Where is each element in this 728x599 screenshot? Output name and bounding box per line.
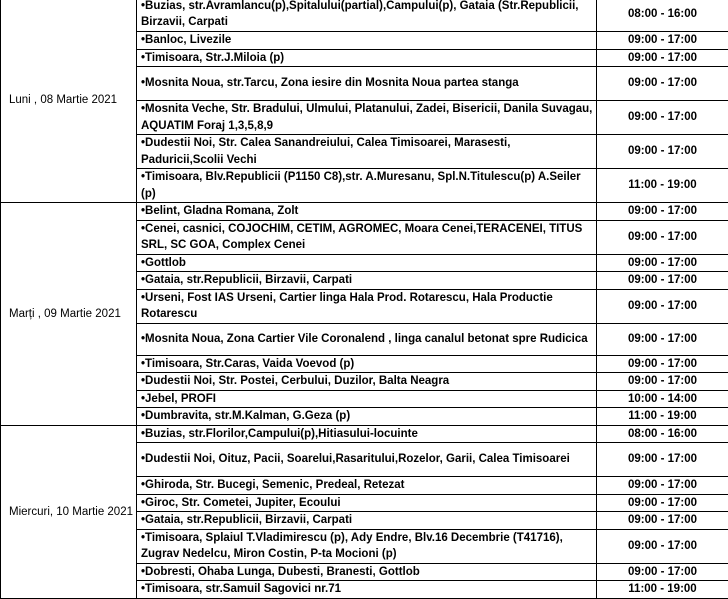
location-cell: •Timisoara, Str.J.Miloia (p) xyxy=(137,49,597,67)
day-cell: Miercuri, 10 Martie 2021 xyxy=(1,425,137,598)
location-cell: •Timisoara, Str.Caras, Vaida Voevod (p) xyxy=(137,355,597,373)
location-cell: •Timisoara, str.Samuil Sagovici nr.71 xyxy=(137,581,597,599)
location-cell: •Dobresti, Ohaba Lunga, Dubesti, Branesti, Gottlob xyxy=(137,563,597,581)
time-interval-cell: 09:00 - 17:00 xyxy=(597,512,728,530)
day-cell: Marți , 09 Martie 2021 xyxy=(1,203,137,426)
time-interval-cell: 08:00 - 16:00 xyxy=(597,0,728,32)
location-cell: •Dumbravita, str.M.Kalman, G.Geza (p) xyxy=(137,408,597,426)
time-interval-cell: 09:00 - 17:00 xyxy=(597,67,728,101)
time-interval-cell: 09:00 - 17:00 xyxy=(597,323,728,355)
location-cell: •Gottlob xyxy=(137,254,597,272)
location-cell: •Dudestii Noi, Str. Calea Sanandreiului, Calea Timisoarei, Marasesti, Paduricii,Scolii Vechi xyxy=(137,135,597,169)
time-interval-cell: 09:00 - 17:00 xyxy=(597,49,728,67)
time-interval-cell: 09:00 - 17:00 xyxy=(597,477,728,495)
time-interval-cell: 09:00 - 17:00 xyxy=(597,494,728,512)
time-interval-cell: 09:00 - 17:00 xyxy=(597,355,728,373)
time-interval-cell: 09:00 - 17:00 xyxy=(597,443,728,477)
time-interval-cell: 09:00 - 17:00 xyxy=(597,101,728,135)
location-cell: •Urseni, Fost IAS Urseni, Cartier linga Hala Prod. Rotarescu, Hala Productie Rotarescu xyxy=(137,289,597,323)
table-row xyxy=(1,203,728,221)
location-cell: •Buzias, str.Avramlancu(p),Spitalului(partial),Campului(p), Gataia (Str.Republicii, Birzavii, Carpati xyxy=(137,0,597,32)
location-cell: •Mosnita Noua, Zona Cartier Vile Coronalend , linga canalul betonat spre Rudicica xyxy=(137,323,597,355)
time-interval-cell: 11:00 - 19:00 xyxy=(597,581,728,599)
time-interval-cell: 10:00 - 14:00 xyxy=(597,390,728,408)
time-interval-cell: 09:00 - 17:00 xyxy=(597,135,728,169)
table-row xyxy=(1,425,728,443)
time-interval-cell: 11:00 - 19:00 xyxy=(597,408,728,426)
day-cell: Luni , 08 Martie 2021 xyxy=(1,0,137,203)
location-cell: •Dudestii Noi, Str. Postei, Cerbului, Duzilor, Balta Neagra xyxy=(137,373,597,391)
location-cell: •Belint, Gladna Romana, Zolt xyxy=(137,203,597,221)
time-interval-cell: 09:00 - 17:00 xyxy=(597,373,728,391)
location-cell: •Gataia, str.Republicii, Birzavii, Carpati xyxy=(137,512,597,530)
location-cell: •Gataia, str.Republicii, Birzavii, Carpati xyxy=(137,272,597,290)
location-cell: •Timisoara, Splaiul T.Vladimirescu (p), Ady Endre, Blv.16 Decembrie (T41716), Zugrav Nedelcu, Miron Costin, P-ta Mocioni (p) xyxy=(137,529,597,563)
time-interval-cell: 09:00 - 17:00 xyxy=(597,254,728,272)
location-cell: •Ghiroda, Str. Bucegi, Semenic, Predeal, Retezat xyxy=(137,477,597,495)
table-row xyxy=(1,0,728,32)
location-cell: •Mosnita Veche, Str. Bradului, Ulmului, Platanului, Zadei, Bisericii, Danila Suvagau, AQUATIM Foraj 1,3,5,8,9 xyxy=(137,101,597,135)
location-cell: •Mosnita Noua, str.Tarcu, Zona iesire din Mosnita Noua partea stanga xyxy=(137,67,597,101)
time-interval-cell: 09:00 - 17:00 xyxy=(597,289,728,323)
time-interval-cell: 09:00 - 17:00 xyxy=(597,563,728,581)
location-cell: •Giroc, Str. Cometei, Jupiter, Ecoului xyxy=(137,494,597,512)
location-cell: •Buzias, str.Florilor,Campului(p),Hitiasului-locuinte xyxy=(137,425,597,443)
time-interval-cell: 09:00 - 17:00 xyxy=(597,203,728,221)
location-cell: •Timisoara, Blv.Republicii (P1150 C8),str. A.Muresanu, Spl.N.Titulescu(p) A.Seiler (p) xyxy=(137,169,597,203)
time-interval-cell: 09:00 - 17:00 xyxy=(597,529,728,563)
location-cell: •Banloc, Livezile xyxy=(137,32,597,50)
schedule-body xyxy=(1,0,728,598)
location-cell: •Jebel, PROFI xyxy=(137,390,597,408)
location-cell: •Cenei, casnici, COJOCHIM, CETIM, AGROMEC, Moara Cenei,TERACENEI, TITUS SRL, SC GOA, Complex Cenei xyxy=(137,220,597,254)
time-interval-cell: 11:00 - 19:00 xyxy=(597,169,728,203)
time-interval-cell: 09:00 - 17:00 xyxy=(597,272,728,290)
time-interval-cell: 09:00 - 17:00 xyxy=(597,32,728,50)
time-interval-cell: 09:00 - 17:00 xyxy=(597,220,728,254)
location-cell: •Dudestii Noi, Oituz, Pacii, Soarelui,Rasaritului,Rozelor, Garii, Calea Timisoarei xyxy=(137,443,597,477)
time-interval-cell: 08:00 - 16:00 xyxy=(597,425,728,443)
